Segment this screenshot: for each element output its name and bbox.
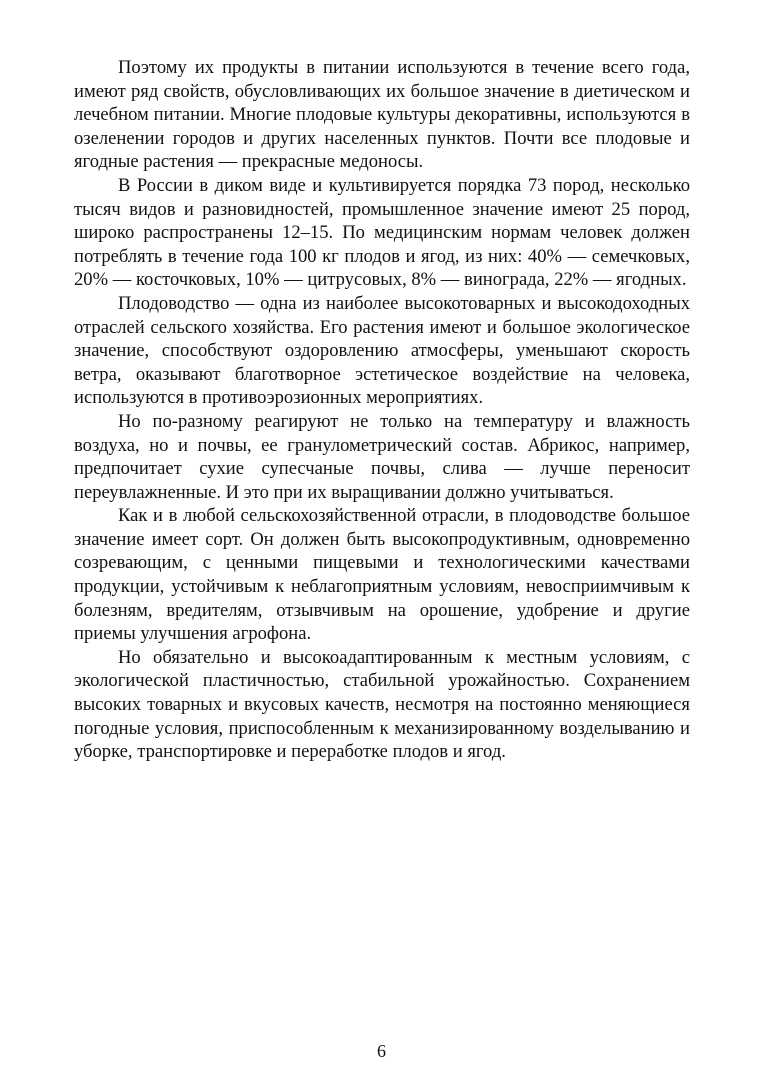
- paragraph-5: Как и в любой сельскохозяйственной отрасли, в плодоводстве большое значение имеет сорт. Он должен быть высокопродуктивным, одновременно созревающим, с ценными пищевыми и технологическими качествами продукции, устойчивым к неблагоприятным условиям, невосприимчивым к болезням, вредителям, отзывчивым на орошение, удобрение и другие приемы улучшения агрофона.: [74, 505, 690, 645]
- paragraph-1: Поэтому их продукты в питании используются в течение всего года, имеют ряд свойств, обусловливающих их большое значение в диетическом и лечебном питании. Многие плодовые культуры декоративны, используются в озеленении городов и других населенных пунктов. Почти все плодовые и ягодные растения — прекрасные медоносы.: [74, 57, 690, 173]
- paragraph-6: Но обязательно и высокоадаптированным к местным условиям, с экологической пластичностью, стабильной урожайностью. Сохранением высоких товарных и вкусовых качеств, несмотря на постоянно меняющиеся погодные условия, приспособленным к механизированному возделыванию и уборке, транспортировке и переработке плодов и ягод.: [74, 646, 690, 763]
- page-number: 6: [377, 1041, 386, 1061]
- paragraph-3: Плодоводство — одна из наиболее высокотоварных и высокодоходных отраслей сельского хозяйства. Его растения имеют и большое экологическое значение, способствуют оздоровлению атмосферы, уменьшают скорость ветра, оказывают благотворное эстетическое воздействие на человека, используются в противоэрозионных мероприятиях.: [74, 292, 690, 409]
- paragraph-4: Но по-разному реагируют не только на температуру и влажность воздуха, но и почвы, ее гранулометрический состав. Абрикос, например, предпочитает сухие супесчаные почвы, слива — лучше переносит переувлажненные. И это при их выращивании должно учитываться.: [74, 410, 690, 503]
- paragraph-2: В России в диком виде и культивируется порядка 73 пород, несколько тысяч видов и разновидностей, промышленное значение имеют 25 пород, широко распространены 12–15. По медицинским нормам человек должен потреблять в течение года 100 кг плодов и ягод, из них: 40% — семечковых, 20% — косточковых, 10% — цитрусовых, 8% — винограда, 22% — ягодных.: [74, 174, 690, 291]
- page-body: [74, 56, 690, 764]
